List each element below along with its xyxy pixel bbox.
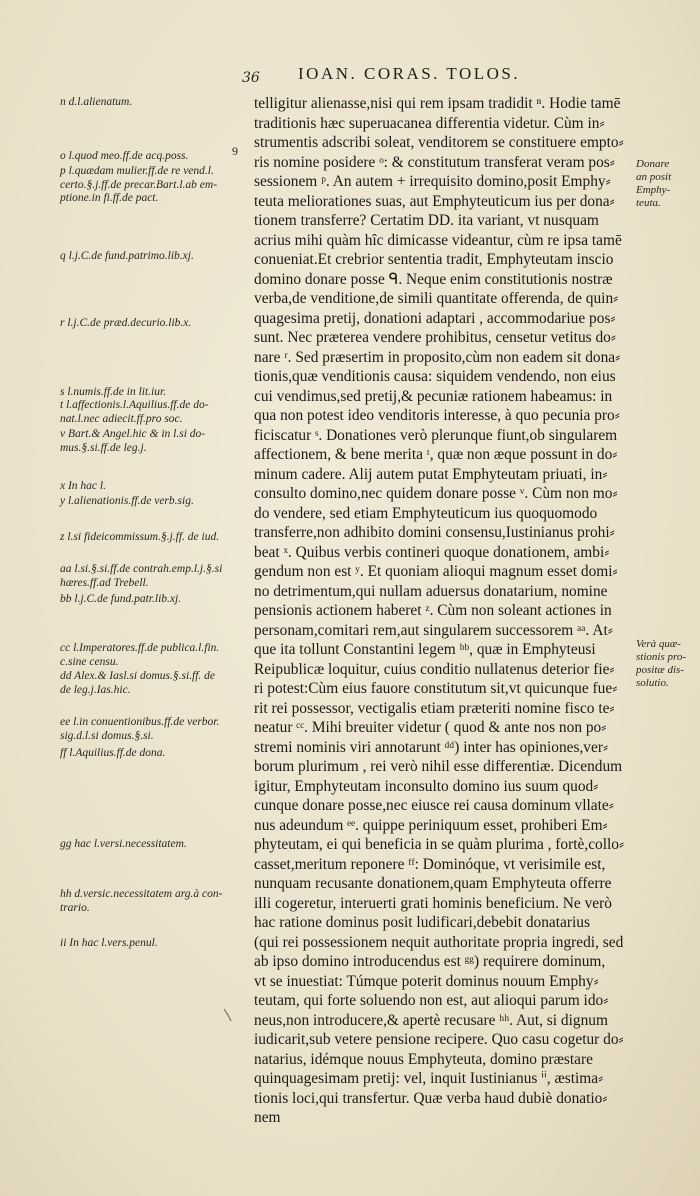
- text-line: no detrimentum,qui nullam aduersus donatarium, nomine: [254, 582, 608, 600]
- text-line: domino donare posse ᑫ. Neque enim constitutionis nostræ: [254, 270, 613, 288]
- side-heading-solutio: Verà quæ- stionis pro- positæ dis- solutio.: [636, 638, 687, 689]
- text-line: natarius, idémque nouus Emphyteuta, domino præstare: [254, 1050, 593, 1068]
- text-line: personam,comitari rem,aut singularem successorem ᵃᵃ. At⸗: [254, 621, 613, 639]
- margin-note-ff: ff l.Aquilius.ff.de dona.: [60, 747, 166, 759]
- page-number: 36: [242, 70, 260, 86]
- text-line: vt se inuestiat: Túmque poterit dominus nouum Emphy⸗: [254, 972, 599, 990]
- margin-note-cc: cc l.Imperatores.ff.de publica.l.fin. c.sine censu.: [60, 642, 220, 668]
- text-line: quinquagesimam pretij: vel, inquit Iustinianus ⁱⁱ, æstima⸗: [254, 1070, 604, 1087]
- margin-note-dd: dd Alex.& Iasl.si domus.§.si.ff. de de leg.j.Ias.hic.: [60, 670, 216, 696]
- text-line: hac ratione dominus posit ludificari,debebit donatarius: [254, 914, 590, 931]
- main-text-column: [254, 94, 626, 1128]
- text-line: tionem transferre? Certatim DD. ita variant, vt nusquam: [254, 212, 599, 229]
- text-line: ab ipso domino introducendus est ᵍᵍ) requirere dominum,: [254, 953, 606, 970]
- text-line: cui vendimus,sed pretij,& pecuniæ rationem habeamus: in: [254, 387, 613, 405]
- text-line: strumentis adscribi soleat, venditorem se constituere empto⸗: [254, 134, 624, 151]
- text-line: tionis,quæ venditionis causa: siquidem vendendo, non eius: [254, 368, 616, 385]
- margin-note-hh: hh d.versic.necessitatem arg.à con- trario.: [60, 888, 223, 914]
- text-line: iudicarit,sub vetere pensione recipere. Quo casu cogetur do⸗: [254, 1031, 624, 1048]
- ink-mark: [222, 1008, 234, 1022]
- margin-note-z: z l.si fideicommissum.§.j.ff. de iud.: [60, 531, 220, 543]
- text-line: casset,meritum reponere ᶠᶠ: Dominóque, vt verisimile est,: [254, 855, 606, 873]
- text-line: qua non potest ideo venditoris interesse, à quo pecunia pro⸗: [254, 407, 620, 424]
- text-line: transferre,non adhibito domini consensu,Iustinianus prohi⸗: [254, 524, 615, 541]
- text-line: telligitur alienasse,nisi qui rem ipsam tradidit ⁿ. Hodie tamē: [254, 95, 621, 112]
- text-line: rit rei possessor, vectigalis etiam præteriti nomine fisco te⸗: [254, 699, 615, 717]
- text-line: verba,de venditione,de simili quantitate offerenda, de quin⸗: [254, 290, 619, 307]
- text-line: stremi nominis viri annotarunt ᵈᵈ) inter has opiniones,ver⸗: [254, 738, 609, 756]
- margin-note-q: q l.j.C.de fund.patrimo.lib.xj.: [60, 250, 194, 262]
- text-line: igitur, Emphyteutam inconsulto domino ius suum quod⸗: [254, 777, 599, 795]
- text-line: nunquam recusante donationem,quam Emphyteuta offerre: [254, 875, 612, 892]
- margin-note-o: o l.quod meo.ff.de acq.poss.: [60, 150, 189, 162]
- margin-note-t: t l.affectionis.l.Aquilius.ff.de do- nat.l.nec adiecit.ff.pro soc.: [60, 399, 209, 425]
- text-line: sessionem ᵖ. An autem + irrequisito domino,posit Emphy⸗: [254, 173, 611, 190]
- text-line: nem: [254, 1109, 281, 1126]
- text-line: minum cadere. Alij autem putat Emphyteutam priuati, in⸗: [254, 465, 608, 483]
- text-line: consulto domino,nec quidem donare posse ᵛ. Cùm non mo⸗: [254, 485, 618, 502]
- margin-note-aa: aa l.si.§.si.ff.de contrah.emp.l.j.§.si hæres.ff.ad Trebell.: [60, 563, 223, 589]
- text-line: sunt. Nec præterea vendere prohibitus, censetur vetitus do⸗: [254, 329, 616, 346]
- text-line: traditionis hæc superuacanea differentia videtur. Cùm in⸗: [254, 114, 605, 132]
- margin-note-x: x In hac l.: [60, 480, 106, 492]
- text-line: (qui rei possessionem nequit authoritate propria ingredi, sed: [254, 933, 624, 951]
- margin-note-ee: ee l.in conuentionibus.ff.de verbor. sig.d.l.si domus.§.si.: [60, 716, 220, 742]
- text-line: tionis loci,qui transfertur. Quæ verba haud dubiè donatio⸗: [254, 1089, 608, 1107]
- margin-note-s: s l.numis.ff.de in lit.iur.: [60, 386, 167, 398]
- margin-note-bb: bb l.j.C.de fund.patr.lib.xj.: [60, 593, 182, 605]
- text-line: ri potest:Cùm eius fauore constitutum sit,vt quicunque fue⸗: [254, 680, 618, 697]
- margin-note-gg: gg hac l.versi.necessitatem.: [60, 838, 187, 850]
- text-line: do vendere, sed etiam Emphyteuticum ius quoquomodo: [254, 504, 598, 522]
- side-heading-donare: Donare an posit Emphy- teuta.: [636, 158, 672, 209]
- text-line: Reipublicæ loquitur, cuius conditio nullatenus deterior fie⸗: [254, 660, 615, 678]
- text-line: nare ʳ. Sed præsertim in proposito,cùm non eadem sit dona⸗: [254, 348, 621, 366]
- text-line: que ita tollunt Constantini legem ᵇᵇ, quæ in Emphyteusi: [254, 641, 596, 658]
- margin-digit: 9: [232, 144, 238, 158]
- text-line: pensionis actionem haberet ᶻ. Cùm non soleant actiones in: [254, 602, 612, 619]
- text-line: neatur ᶜᶜ. Mihi breuiter videtur ( quod & ante nos non po⸗: [254, 719, 607, 736]
- text-line: affectionem, & bene merita ᵗ, quæ non æque possunt in do⸗: [254, 446, 618, 463]
- text-line: nus adeundum ᵉᵉ. quippe periniquum esset, prohiberi Em⸗: [254, 816, 608, 834]
- text-line: phyteutam, ei qui beneficia in se quàm plurima , fortè,collo⸗: [254, 836, 625, 853]
- text-line: teutam, qui forte soluendo non est, aut alioqui parum ido⸗: [254, 992, 609, 1009]
- text-line: conueniat.Et crebrior sententia tradit, Emphyteutam inscio: [254, 251, 614, 268]
- text-line: acrius mihi quàm hîc dimicasse videantur, cùm re ipsa tamē: [254, 231, 622, 249]
- text-line: neus,non introducere,& apertè recusare ʰʰ. Aut, si dignum: [254, 1011, 608, 1029]
- text-line: gendum non est ʸ. Et quoniam alioqui magnum esset domi⸗: [254, 563, 618, 580]
- margin-note-v: v Bart.& Angel.hic & in l.si do- mus.§.si.ff.de leg.j.: [60, 428, 206, 454]
- text-line: ris nomine posidere ᵒ: & constitutum transferat veram pos⸗: [254, 153, 615, 171]
- margin-note-ii: ii In hac l.vers.penul.: [60, 937, 158, 949]
- text-line: borum plurimum , rei verò nihil esse differentiæ. Dicendum: [254, 758, 623, 775]
- text-line: teuta meliorationes suas, aut Emphyteuticum ius per dona⸗: [254, 192, 615, 210]
- running-title: IOAN. CORAS. TOLOS.: [298, 64, 521, 83]
- text-line: illi cogeretur, interuerti grati hominis beneficium. Ne verò: [254, 894, 612, 912]
- margin-note-n: n d.l.alienatum.: [60, 96, 133, 108]
- margin-note-y: y l.alienationis.ff.de verb.sig.: [60, 495, 194, 507]
- page-header: [0, 64, 700, 90]
- margin-note-p: p l.quædam mulier.ff.de re vend.l. certo.§.j.ff.de precar.Bart.l.ab em- ptione.in fi.ff.de pact.: [60, 165, 218, 204]
- text-line: quagesima pretij, donationi adaptari , accommodariue pos⸗: [254, 309, 616, 327]
- margin-note-r: r l.j.C.de præd.decurio.lib.x.: [60, 317, 192, 329]
- text-line: beat ˣ. Quibus verbis contineri quoque donationem, ambi⸗: [254, 543, 610, 561]
- text-line: cunque donare posse,nec eiusce rei causa dominum vllate⸗: [254, 797, 614, 814]
- text-line: ficiscatur ˢ. Donationes verò plerunque fiunt,ob singularem: [254, 426, 618, 444]
